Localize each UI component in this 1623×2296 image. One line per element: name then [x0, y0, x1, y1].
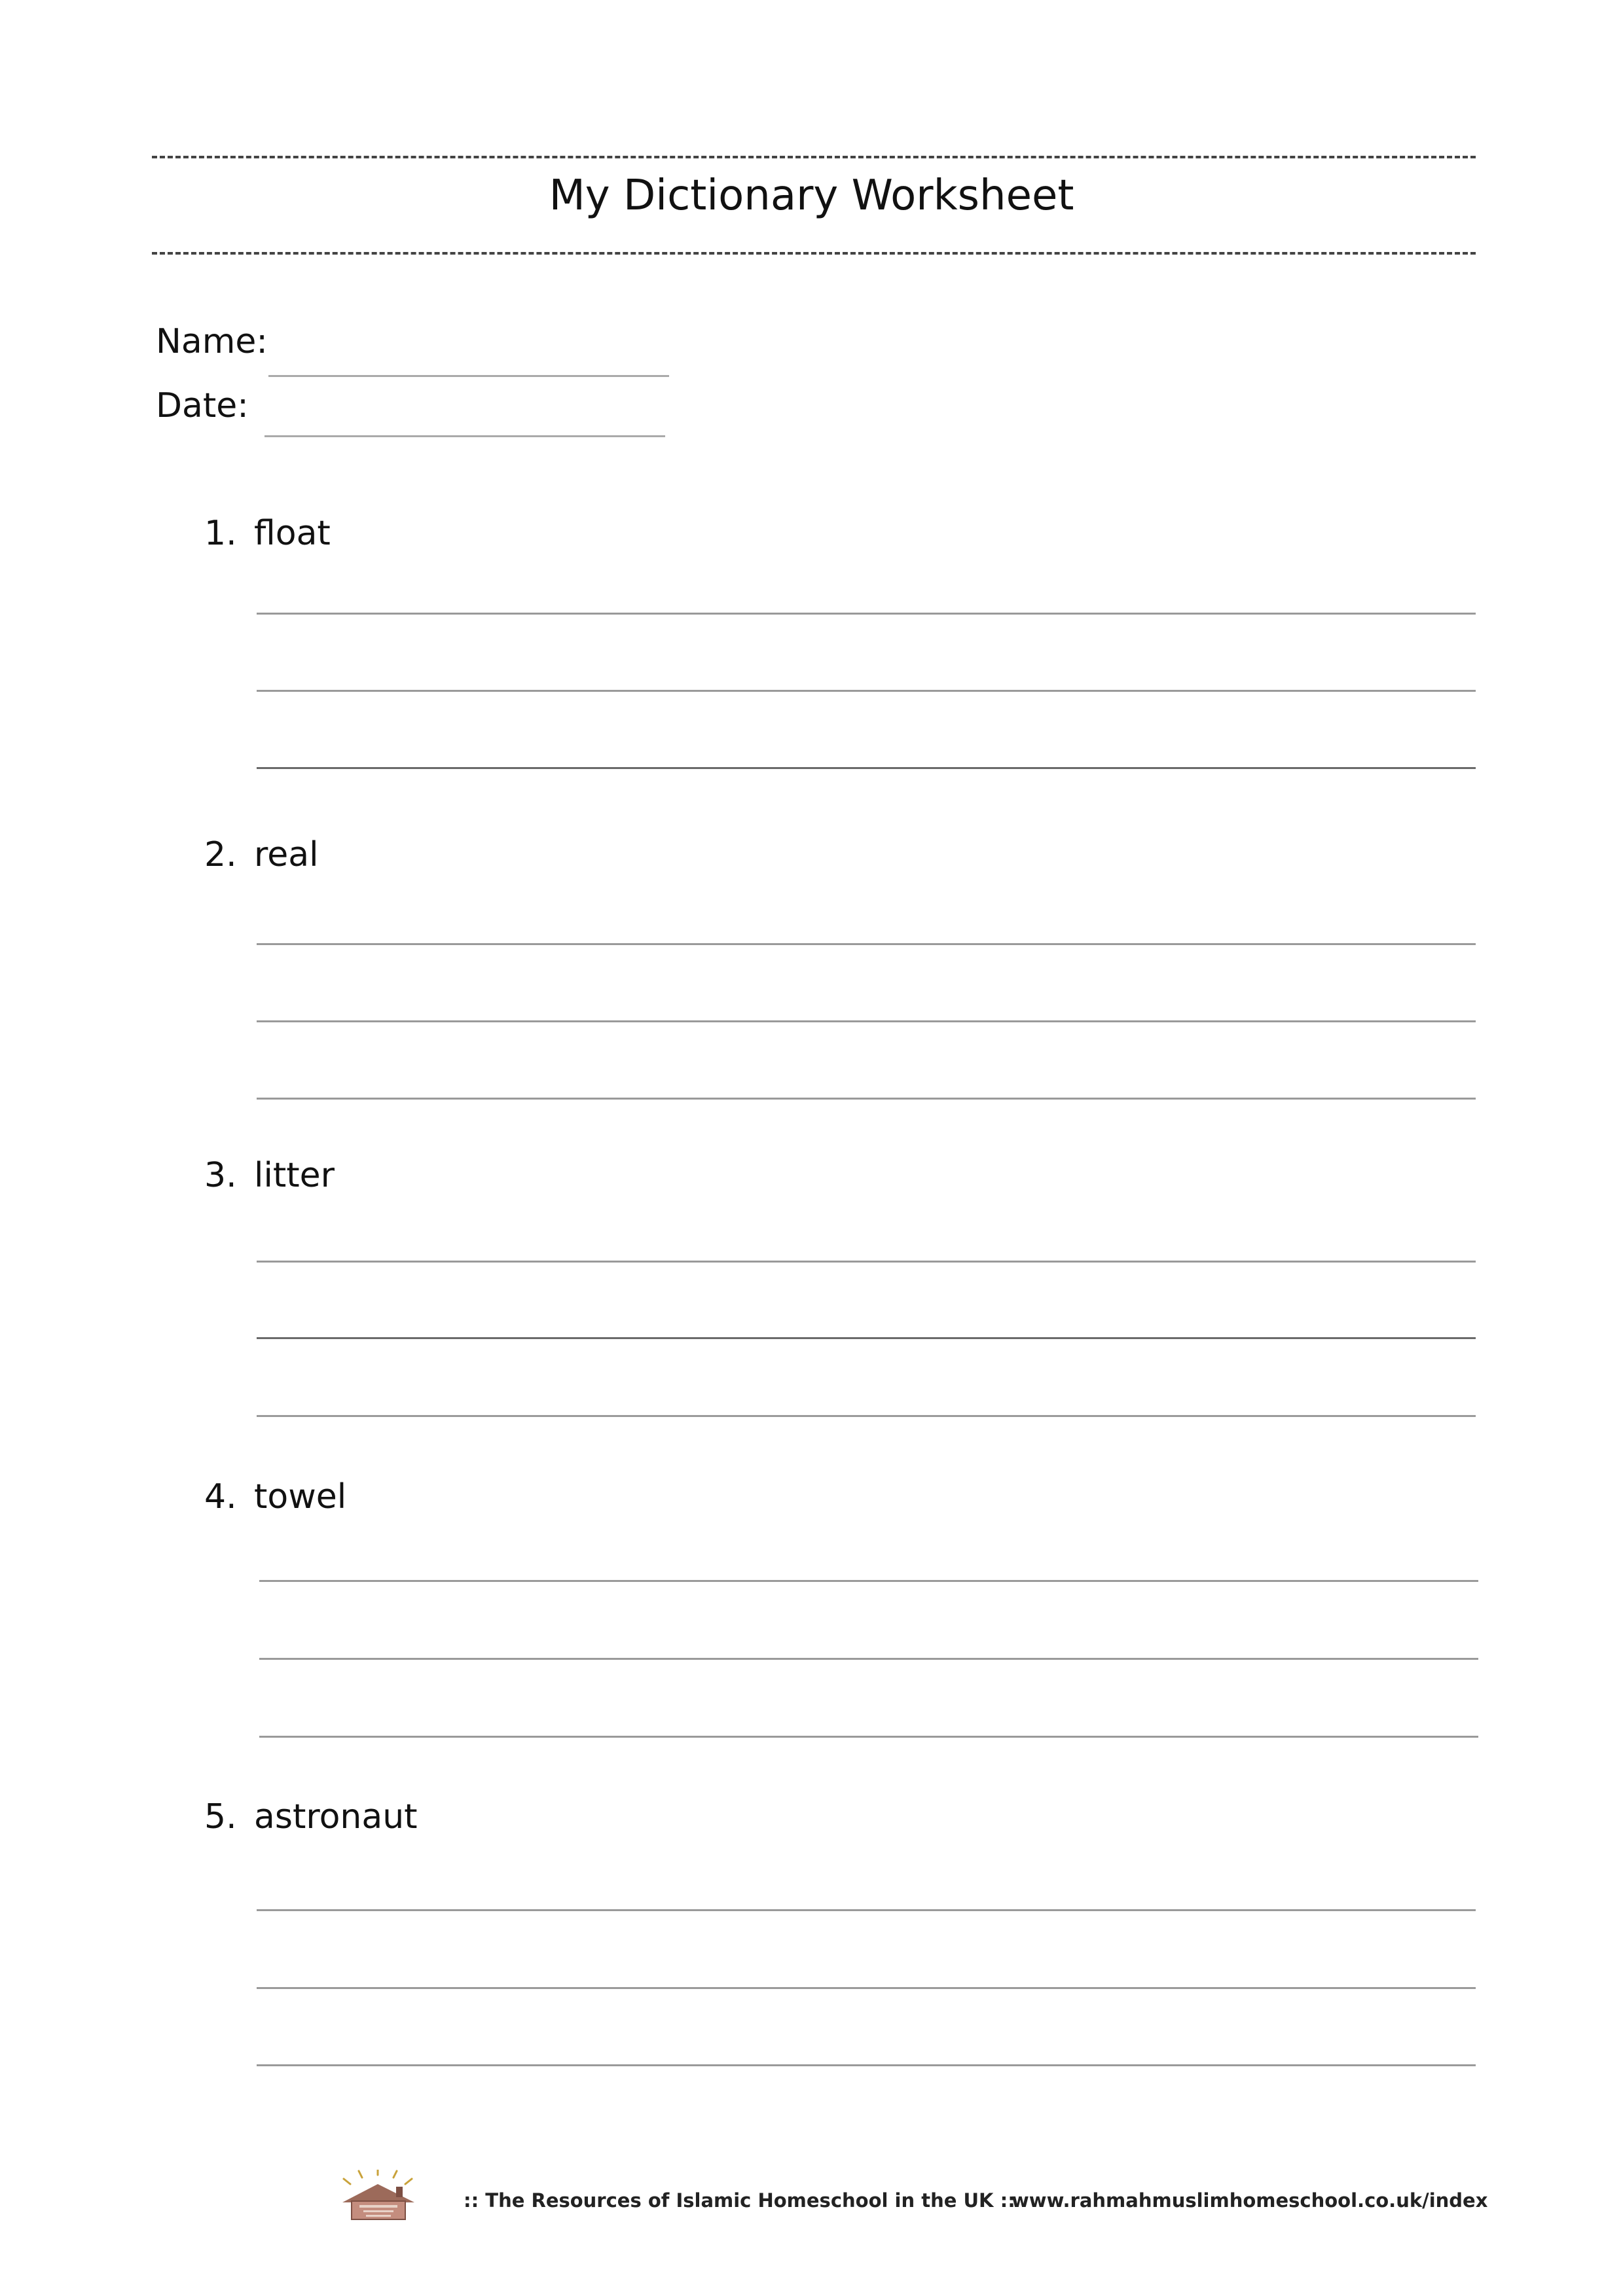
footer-tagline: :: The Resources of Islamic Homeschool in the UK ::	[464, 2189, 1015, 2212]
date-label: Date:	[156, 386, 249, 425]
answer-line[interactable]	[259, 1580, 1478, 1582]
name-label: Name:	[156, 322, 268, 361]
question-word: real	[254, 835, 319, 874]
answer-line[interactable]	[257, 2064, 1476, 2066]
question-number: 2.	[204, 835, 237, 874]
answer-line[interactable]	[257, 1415, 1476, 1417]
question-word: astronaut	[254, 1797, 418, 1837]
answer-line[interactable]	[257, 690, 1476, 692]
name-input-line[interactable]	[268, 375, 669, 377]
answer-line[interactable]	[259, 1736, 1478, 1738]
answer-line[interactable]	[257, 943, 1476, 945]
date-input-line[interactable]	[264, 435, 665, 437]
answer-line[interactable]	[259, 1658, 1478, 1660]
answer-line[interactable]	[257, 613, 1476, 615]
house-sun-logo-icon	[337, 2170, 422, 2222]
answer-line[interactable]	[257, 767, 1476, 769]
top-dashed-divider	[152, 156, 1476, 158]
question-number: 4.	[204, 1477, 237, 1516]
page-title: My Dictionary Worksheet	[549, 171, 1074, 220]
answer-line[interactable]	[257, 1987, 1476, 1989]
answer-line[interactable]	[257, 1098, 1476, 1100]
question-word: litter	[254, 1156, 335, 1195]
question-word: towel	[254, 1477, 347, 1516]
footer-url-link[interactable]: www.rahmahmuslimhomeschool.co.uk/index	[1012, 2189, 1488, 2212]
question-number: 3.	[204, 1156, 237, 1195]
question-number: 5.	[204, 1797, 237, 1837]
answer-line[interactable]	[257, 1020, 1476, 1022]
answer-line[interactable]	[257, 1909, 1476, 1911]
answer-line[interactable]	[257, 1261, 1476, 1263]
bottom-dashed-divider	[152, 252, 1476, 255]
footer	[0, 2170, 1623, 2222]
answer-line[interactable]	[257, 1337, 1476, 1339]
question-word: float	[254, 514, 331, 553]
question-number: 1.	[204, 514, 237, 553]
